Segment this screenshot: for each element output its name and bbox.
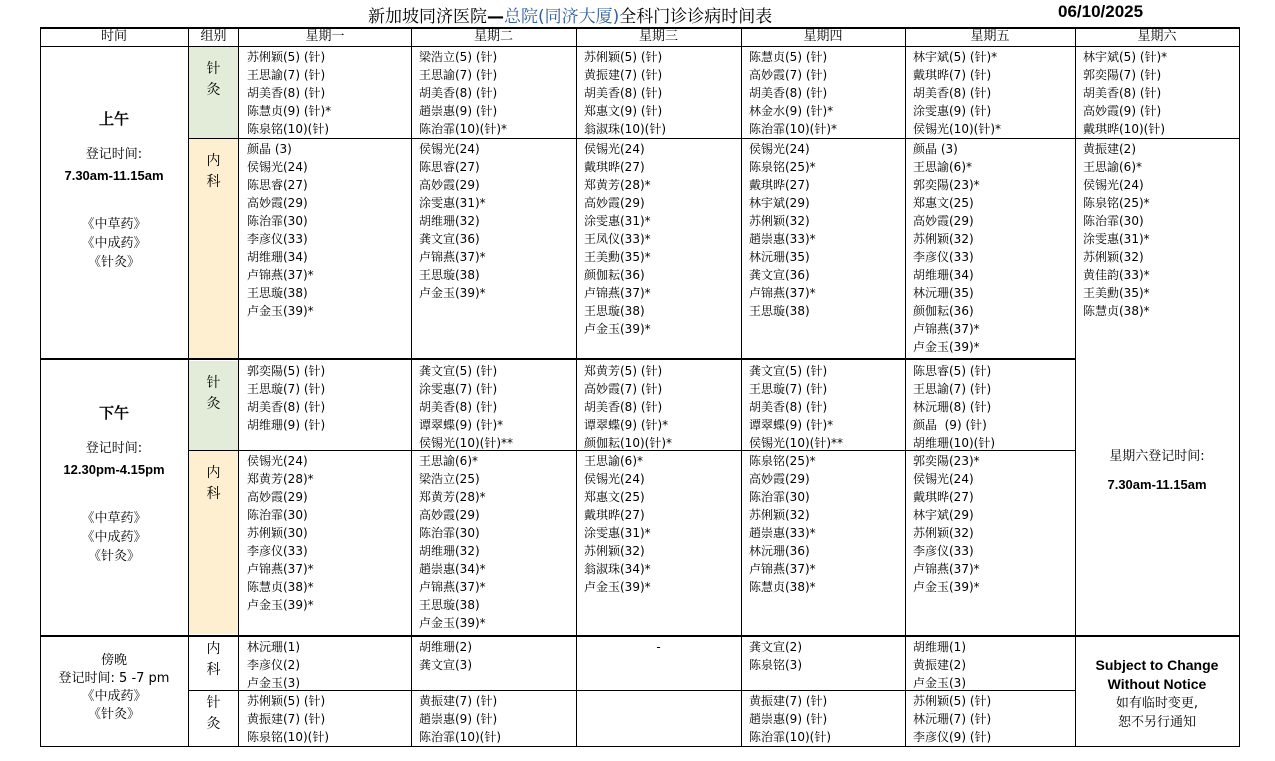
header-friday: 星期五 xyxy=(970,29,1010,44)
doctor-entry: 王思璇(7) (针) xyxy=(247,382,326,396)
doctor-entry: 趙崇惠(9) (针) xyxy=(419,712,498,726)
doctor-entry: 胡美香(8) (针) xyxy=(913,86,992,100)
doctor-entry: 卢金玉(39)* xyxy=(913,340,980,354)
evening-session-label: 傍晚 登记时间: 5 -7 pm 《中成药》 《针灸》 xyxy=(58,653,170,722)
doctor-entry: 颜伽耘(36) xyxy=(913,304,974,318)
doctor-entry: 龚文宣(3) xyxy=(419,658,472,672)
doctor-entry: 郑惠文(25) xyxy=(584,490,645,504)
morning-internal-friday xyxy=(905,140,1075,360)
afternoon-acupuncture-wednesday xyxy=(576,362,741,452)
group-acupuncture-evening: 针 灸 xyxy=(189,691,238,746)
grid-line xyxy=(238,27,239,747)
doctor-entry: 苏俐颖(5) (针) xyxy=(247,50,326,64)
doctor-entry: 苏俐颖(32) xyxy=(749,508,810,522)
evening-internal-wednesday xyxy=(576,638,741,692)
doctor-entry: 陈治霏(30) xyxy=(749,490,810,504)
doctor-entry: 林沅珊(7) (针) xyxy=(913,712,992,726)
doctor-entry: 苏俐颖(32) xyxy=(584,544,645,558)
doctor-entry: 苏俐颖(32) xyxy=(749,214,810,228)
doctor-entry: 涂雯惠(31)* xyxy=(584,214,651,228)
doctor-entry: 侯锡光(24) xyxy=(584,472,645,486)
doctor-entry: 卢金玉(39)* xyxy=(419,286,486,300)
doctor-entry: 龚文宣(36) xyxy=(419,232,480,246)
doctor-entry: 林沅珊(35) xyxy=(913,286,974,300)
evening-acupuncture-wednesday xyxy=(576,692,741,748)
doctor-entry: 高妙霞(9) (针) xyxy=(1083,104,1162,118)
doctor-entry: 趙崇惠(9) (针) xyxy=(419,104,498,118)
grid-line xyxy=(188,690,1075,691)
doctor-entry: 胡美香(8) (针) xyxy=(749,400,828,414)
doctor-entry: 趙崇惠(33)* xyxy=(749,526,816,540)
doctor-entry: 胡维珊(32) xyxy=(419,544,480,558)
doctor-entry: 卢金玉(39)* xyxy=(247,598,314,612)
doctor-entry: 胡美香(8) (针) xyxy=(1083,86,1162,100)
doctor-entry: 林宇斌(29) xyxy=(913,508,974,522)
doctor-entry: 涂雯惠(7) (针) xyxy=(419,382,498,396)
grid-line xyxy=(40,27,41,747)
evening-internal-tuesday xyxy=(411,638,576,692)
doctor-entry: 陈泉铭(3) xyxy=(749,658,802,672)
doctor-entry: 龚文宣(5) (针) xyxy=(749,364,828,378)
doctor-entry: 陈治霏(30) xyxy=(247,214,308,228)
doctor-entry: 侯锡光(24) xyxy=(247,160,308,174)
doctor-entry: 高妙霞(29) xyxy=(419,178,480,192)
doctor-entry: 卢金玉(39)* xyxy=(584,580,651,594)
doctor-entry: 郭奕陽(23)* xyxy=(913,178,980,192)
grid-line xyxy=(905,27,906,747)
group-acupuncture-afternoon: 针 灸 xyxy=(189,361,238,450)
doctor-entry: 卢金玉(39)* xyxy=(913,580,980,594)
doctor-entry: 陈慧贞(5) (针) xyxy=(749,50,828,64)
doctor-entry: 黄振建(2) xyxy=(913,658,966,672)
doctor-entry: 卢锦燕(37)* xyxy=(247,268,314,282)
doctor-entry: 胡美香(8) (针) xyxy=(749,86,828,100)
doctor-entry: 高妙霞(29) xyxy=(247,490,308,504)
doctor-entry: 趙崇惠(33)* xyxy=(749,232,816,246)
doctor-entry: 黄振建(7) (针) xyxy=(247,712,326,726)
doctor-entry: 王思璇(38) xyxy=(419,598,480,612)
morning-internal-saturday xyxy=(1075,140,1239,360)
doctor-entry: 林沅珊(36) xyxy=(749,544,810,558)
morning-acupuncture-friday xyxy=(905,48,1075,140)
doctor-entry: 陈治霏(10)(针) xyxy=(419,730,501,744)
doctor-entry: 侯锡光(24) xyxy=(749,142,810,156)
doctor-entry: 黄佳韵(33)* xyxy=(1083,268,1150,282)
doctor-entry: 龚文宣(36) xyxy=(749,268,810,282)
doctor-entry: 卢金玉(39)* xyxy=(247,304,314,318)
doctor-entry: - xyxy=(656,640,661,654)
doctor-entry: 戴琪晔(10)(针) xyxy=(1083,122,1165,136)
doctor-entry: 侯锡光(24) xyxy=(247,454,308,468)
doctor-entry: 卢锦燕(37)* xyxy=(419,250,486,264)
doctor-entry: 郑惠文(9) (针) xyxy=(584,104,663,118)
doctor-entry: 涂雯惠(31)* xyxy=(1083,232,1150,246)
doctor-entry: 陈泉铭(25)* xyxy=(749,160,816,174)
doctor-entry: 王思璇(38) xyxy=(584,304,645,318)
evening-internal-thursday xyxy=(741,638,905,692)
doctor-entry: 郑黄芳(28)* xyxy=(247,472,314,486)
doctor-entry: 胡维珊(34) xyxy=(913,268,974,282)
doctor-entry: 郑黄芳(28)* xyxy=(419,490,486,504)
morning-internal-tuesday xyxy=(411,140,576,360)
doctor-entry: 苏俐颖(32) xyxy=(913,232,974,246)
morning-session-label: 上午 登记时间: 7.30am-11.15am 《中草药》 《中成药》 《针灸》 xyxy=(64,110,164,270)
doctor-entry: 陈泉铭(10)(针) xyxy=(247,730,329,744)
grid-line xyxy=(40,635,1240,637)
grid-line xyxy=(188,27,189,747)
header-wednesday: 星期三 xyxy=(638,29,678,44)
change-notice: Subject to Change Without Notice 如有临时变更, 恕不另行通知 xyxy=(1095,657,1219,730)
doctor-entry: 李彦仪(9) (针) xyxy=(913,730,992,744)
doctor-entry: 林宇斌(5) (针)* xyxy=(1083,50,1168,64)
doctor-entry: 高妙霞(7) (针) xyxy=(584,382,663,396)
doctor-entry: 郑黄芳(5) (针) xyxy=(584,364,663,378)
morning-acupuncture-wednesday xyxy=(576,48,741,140)
grid-line xyxy=(411,27,412,747)
doctor-entry: 颜伽耘(36) xyxy=(584,268,645,282)
doctor-entry: 王思諭(7) (针) xyxy=(913,382,992,396)
group-acupuncture-morning: 针 灸 xyxy=(189,47,238,138)
doctor-entry: 胡维珊(34) xyxy=(247,250,308,264)
evening-acupuncture-tuesday xyxy=(411,692,576,748)
saturday-registration-note: 星期六登记时间: 7.30am-11.15am xyxy=(1107,449,1207,492)
doctor-entry: 侯锡光(10)(针)** xyxy=(749,436,843,450)
evening-internal-friday xyxy=(905,638,1075,692)
afternoon-internal-monday xyxy=(239,452,411,636)
doctor-entry: 侯锡光(24) xyxy=(584,142,645,156)
doctor-entry: 颜晶 (3) xyxy=(913,142,958,156)
doctor-entry: 高妙霞(29) xyxy=(419,508,480,522)
schedule-date: 06/10/2025 xyxy=(1058,2,1144,21)
grid-line xyxy=(741,27,742,747)
doctor-entry: 郑惠文(25) xyxy=(913,196,974,210)
doctor-entry: 王美勳(35)* xyxy=(1083,286,1150,300)
doctor-entry: 王思諭(6)* xyxy=(419,454,478,468)
doctor-entry: 高妙霞(29) xyxy=(913,214,974,228)
doctor-entry: 翁淑珠(10)(针) xyxy=(584,122,666,136)
doctor-entry: 卢金玉(39)* xyxy=(419,616,486,630)
doctor-entry: 趙崇惠(34)* xyxy=(419,562,486,576)
grid-line xyxy=(40,746,1240,747)
doctor-entry: 陈思睿(27) xyxy=(247,178,308,192)
doctor-entry: 趙崇惠(9) (针) xyxy=(749,712,828,726)
doctor-entry: 戴琪晔(27) xyxy=(913,490,974,504)
header-thursday: 星期四 xyxy=(803,29,843,44)
doctor-entry: 王美勳(35)* xyxy=(584,250,651,264)
doctor-entry: 戴琪晔(27) xyxy=(584,160,645,174)
doctor-entry: 胡维珊(9) (针) xyxy=(247,418,326,432)
doctor-entry: 林沅珊(1) xyxy=(247,640,300,654)
header-group: 组别 xyxy=(200,29,227,44)
doctor-entry: 陈慧贞(38)* xyxy=(749,580,816,594)
group-internal-evening: 内 科 xyxy=(189,637,238,690)
doctor-entry: 陈慧贞(9) (针)* xyxy=(247,104,332,118)
doctor-entry: 王思璇(38) xyxy=(749,304,810,318)
group-internal-afternoon: 内 科 xyxy=(189,451,238,634)
afternoon-session-label: 下午 登记时间: 12.30pm-4.15pm 《中草药》 《中成药》 《针灸》 xyxy=(63,404,165,564)
evening-acupuncture-friday xyxy=(905,692,1075,748)
doctor-entry: 林沅珊(8) (针) xyxy=(913,400,992,414)
doctor-entry: 陈泉铭(25)* xyxy=(749,454,816,468)
doctor-entry: 王思璇(7) (针) xyxy=(749,382,828,396)
doctor-entry: 王思璇(38) xyxy=(247,286,308,300)
title-text: 新加坡同济医院—总院(同济大厦)全科门诊诊病时间表 xyxy=(368,7,773,27)
doctor-entry: 苏俐颖(5) (针) xyxy=(913,694,992,708)
doctor-entry: 黄振建(7) (针) xyxy=(749,694,828,708)
doctor-entry: 郑黄芳(28)* xyxy=(584,178,651,192)
doctor-entry: 颜晶 (9) (针) xyxy=(913,418,987,432)
doctor-entry: 侯锡光(24) xyxy=(913,472,974,486)
doctor-entry: 王思諭(7) (针) xyxy=(247,68,326,82)
doctor-entry: 高妙霞(29) xyxy=(247,196,308,210)
evening-acupuncture-thursday xyxy=(741,692,905,748)
doctor-entry: 卢锦燕(37)* xyxy=(419,580,486,594)
afternoon-acupuncture-thursday xyxy=(741,362,905,452)
doctor-entry: 陈思睿(5) (针) xyxy=(913,364,992,378)
doctor-entry: 卢金玉(3) xyxy=(247,676,300,690)
doctor-entry: 陈治霏(10)(针) xyxy=(749,730,831,744)
header-time: 时间 xyxy=(100,29,127,44)
doctor-entry: 黄振建(7) (针) xyxy=(584,68,663,82)
morning-internal-wednesday xyxy=(576,140,741,360)
doctor-entry: 侯锡光(10)(针)* xyxy=(913,122,1001,136)
header-saturday: 星期六 xyxy=(1137,29,1177,44)
doctor-entry: 胡美香(8) (针) xyxy=(584,86,663,100)
doctor-entry: 胡维珊(32) xyxy=(419,214,480,228)
doctor-entry: 苏俐颖(5) (针) xyxy=(584,50,663,64)
doctor-entry: 梁浩立(25) xyxy=(419,472,480,486)
doctor-entry: 高妙霞(7) (针) xyxy=(749,68,828,82)
doctor-entry: 卢金玉(39)* xyxy=(584,322,651,336)
header-monday: 星期一 xyxy=(305,29,345,44)
doctor-entry: 卢锦燕(37)* xyxy=(749,286,816,300)
afternoon-acupuncture-friday xyxy=(905,362,1075,452)
doctor-entry: 林沅珊(35) xyxy=(749,250,810,264)
doctor-entry: 胡维珊(10)(针) xyxy=(913,436,995,450)
doctor-entry: 卢金玉(3) xyxy=(913,676,966,690)
doctor-entry: 龚文宣(2) xyxy=(749,640,802,654)
doctor-entry: 陈治霏(10)(针)* xyxy=(749,122,837,136)
group-internal-morning: 内 科 xyxy=(189,139,238,358)
doctor-entry: 胡美香(8) (针) xyxy=(247,400,326,414)
evening-acupuncture-monday xyxy=(239,692,411,748)
doctor-entry: 翁淑珠(34)* xyxy=(584,562,651,576)
doctor-entry: 涂雯惠(31)* xyxy=(419,196,486,210)
doctor-entry: 高妙霞(29) xyxy=(584,196,645,210)
grid-line xyxy=(188,138,1075,139)
grid-line xyxy=(1075,138,1240,139)
schedule-title xyxy=(0,0,1275,27)
doctor-entry: 林宇斌(29) xyxy=(749,196,810,210)
doctor-entry: 梁浩立(5) (针) xyxy=(419,50,498,64)
doctor-entry: 陈治霏(30) xyxy=(247,508,308,522)
morning-acupuncture-thursday xyxy=(741,48,905,140)
doctor-entry: 陈思睿(27) xyxy=(419,160,480,174)
doctor-entry: 王思諭(6)* xyxy=(913,160,972,174)
doctor-entry: 苏俐颖(5) (针) xyxy=(247,694,326,708)
grid-line xyxy=(40,27,1240,29)
doctor-entry: 李彦仪(33) xyxy=(247,232,308,246)
doctor-entry: 陈泉铭(10)(针) xyxy=(247,122,329,136)
doctor-entry: 王思諭(6)* xyxy=(584,454,643,468)
doctor-entry: 陈治霏(30) xyxy=(1083,214,1144,228)
doctor-entry: 王思諭(6)* xyxy=(1083,160,1142,174)
doctor-entry: 李彦仪(33) xyxy=(913,250,974,264)
morning-internal-thursday xyxy=(741,140,905,360)
doctor-entry: 颜晶 (3) xyxy=(247,142,292,156)
afternoon-internal-thursday xyxy=(741,452,905,636)
doctor-entry: 龚文宣(5) (针) xyxy=(419,364,498,378)
doctor-entry: 涂雯惠(31)* xyxy=(584,526,651,540)
doctor-entry: 李彦仪(33) xyxy=(247,544,308,558)
doctor-entry: 王思諭(7) (针) xyxy=(419,68,498,82)
morning-acupuncture-tuesday xyxy=(411,48,576,140)
doctor-entry: 胡美香(8) (针) xyxy=(419,400,498,414)
doctor-entry: 侯锡光(24) xyxy=(419,142,480,156)
doctor-entry: 苏俐颖(32) xyxy=(913,526,974,540)
doctor-entry: 胡维珊(1) xyxy=(913,640,966,654)
morning-internal-monday xyxy=(239,140,411,360)
doctor-entry: 陈泉铭(25)* xyxy=(1083,196,1150,210)
afternoon-internal-friday xyxy=(905,452,1075,636)
doctor-entry: 陈治霏(30) xyxy=(419,526,480,540)
doctor-entry: 王凤仪(33)* xyxy=(584,232,651,246)
doctor-entry: 林宇斌(5) (针)* xyxy=(913,50,998,64)
doctor-entry: 苏俐颖(32) xyxy=(1083,250,1144,264)
doctor-entry: 颜伽耘(10)(针)* xyxy=(584,436,672,450)
doctor-entry: 胡维珊(2) xyxy=(419,640,472,654)
doctor-entry: 王思璇(38) xyxy=(419,268,480,282)
doctor-entry: 陈治霏(10)(针)* xyxy=(419,122,507,136)
morning-acupuncture-monday xyxy=(239,48,411,140)
doctor-entry: 涂雯惠(9) (针) xyxy=(913,104,992,118)
grid-line xyxy=(1239,27,1240,747)
doctor-entry: 郭奕陽(23)* xyxy=(913,454,980,468)
afternoon-acupuncture-tuesday xyxy=(411,362,576,452)
doctor-entry: 谭翠蝶(9) (针)* xyxy=(749,418,834,432)
grid-line xyxy=(576,27,577,747)
grid-line xyxy=(188,450,1075,451)
doctor-entry: 胡美香(8) (针) xyxy=(419,86,498,100)
doctor-entry: 侯锡光(24) xyxy=(1083,178,1144,192)
doctor-entry: 胡美香(8) (针) xyxy=(247,86,326,100)
morning-acupuncture-saturday xyxy=(1075,48,1239,140)
doctor-entry: 李彦仪(2) xyxy=(247,658,300,672)
afternoon-internal-wednesday xyxy=(576,452,741,636)
doctor-entry: 卢锦燕(37)* xyxy=(913,562,980,576)
doctor-entry: 卢锦燕(37)* xyxy=(584,286,651,300)
doctor-entry: 陈慧贞(38)* xyxy=(1083,304,1150,318)
doctor-entry: 陈慧贞(38)* xyxy=(247,580,314,594)
doctor-entry: 林金水(9) (针)* xyxy=(749,104,834,118)
doctor-entry: 戴琪晔(27) xyxy=(749,178,810,192)
doctor-entry: 戴琪晔(7) (针) xyxy=(913,68,992,82)
doctor-entry: 卢锦燕(37)* xyxy=(247,562,314,576)
doctor-entry: 侯锡光(10)(针)** xyxy=(419,436,513,450)
doctor-entry: 戴琪晔(27) xyxy=(584,508,645,522)
doctor-entry: 谭翠蝶(9) (针)* xyxy=(419,418,504,432)
grid-line xyxy=(40,358,1075,360)
grid-line xyxy=(1075,27,1076,747)
doctor-entry: 卢锦燕(37)* xyxy=(749,562,816,576)
doctor-entry: 高妙霞(29) xyxy=(749,472,810,486)
doctor-entry: 黄振建(7) (针) xyxy=(419,694,498,708)
grid-line xyxy=(40,46,1240,47)
afternoon-internal-tuesday xyxy=(411,452,576,636)
doctor-entry: 卢锦燕(37)* xyxy=(913,322,980,336)
doctor-entry: 苏俐颖(30) xyxy=(247,526,308,540)
doctor-entry: 黄振建(2) xyxy=(1083,142,1136,156)
doctor-entry: 胡美香(8) (针) xyxy=(584,400,663,414)
header-tuesday: 星期二 xyxy=(473,29,513,44)
afternoon-acupuncture-monday xyxy=(239,362,411,452)
doctor-entry: 郭奕陽(5) (针) xyxy=(247,364,326,378)
evening-internal-monday xyxy=(239,638,411,692)
doctor-entry: 谭翠蝶(9) (针)* xyxy=(584,418,669,432)
doctor-entry: 李彦仪(33) xyxy=(913,544,974,558)
doctor-entry: 郭奕陽(7) (针) xyxy=(1083,68,1162,82)
